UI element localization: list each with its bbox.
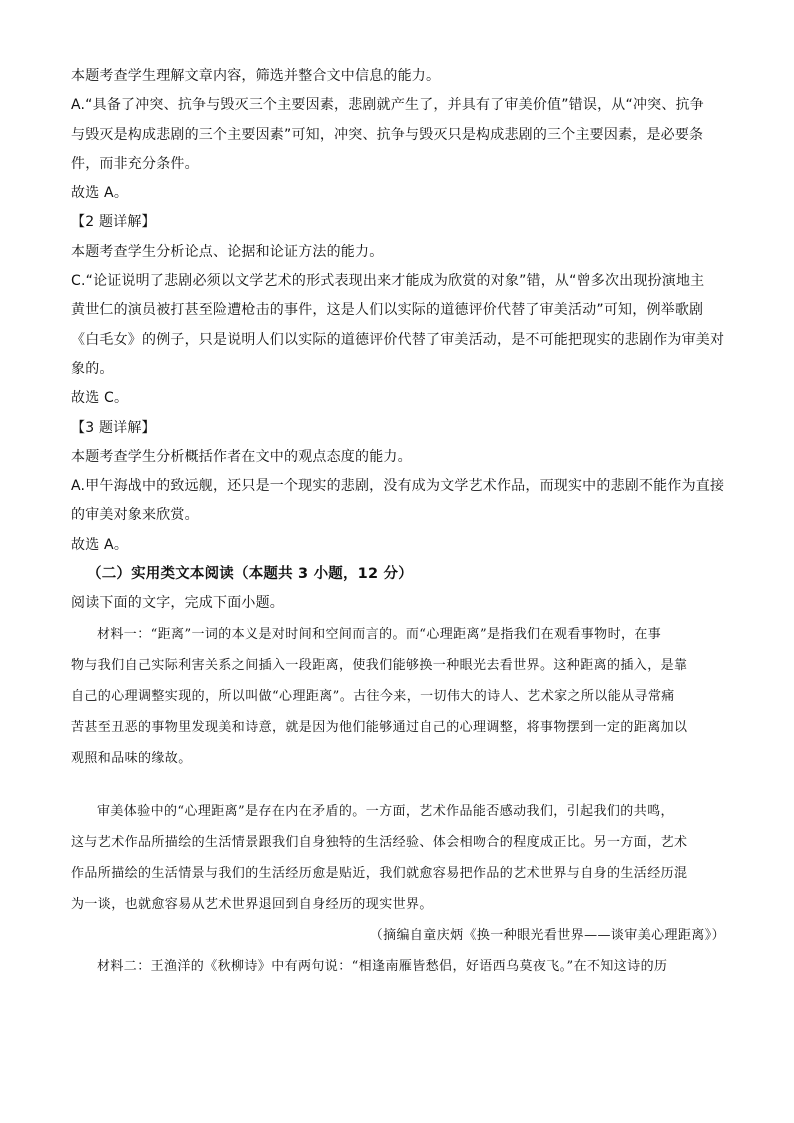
q2-analysis-line: 黄世仁的演员被打甚至险遭枪击的事件，这是人们以实际的道德评价代替了审美活动”可知，例举歌剧	[71, 302, 704, 319]
q3-analysis-line: 的审美对象来欣赏。	[71, 507, 199, 524]
document-content	[71, 62, 725, 982]
q1-analysis-line: A.“具备了冲突、抗争与毁灭三个主要因素，悲剧就产生了，并具有了审美价值”错误，从“冲突、抗争	[71, 97, 704, 114]
q1-ability-text: 本题考查学生理解文章内容，筛选并整合文中信息的能力。	[71, 68, 441, 84]
q3-heading: 【3 题详解】	[71, 419, 156, 436]
q2-analysis-line: 《白毛女》的例子，只是说明人们以实际的道德评价代替了审美活动，是不可能把现实的悲剧作为审美对	[71, 331, 725, 348]
material1-line: 自己的心理调整实现的，所以叫做“心理距离”。古往今来，一切伟大的诗人、艺术家之所以能从寻常痛	[71, 688, 675, 704]
q2-ability-text: 本题考查学生分析论点、论据和论证方法的能力。	[71, 243, 384, 260]
q1-analysis-line: 件，而非充分条件。	[71, 155, 199, 172]
material2-line: 材料二：王渔洋的《秋柳诗》中有两句说：“相逢南雁皆愁侣，好语西乌莫夜飞。”在不知这诗的历	[97, 958, 668, 974]
material1-line: 观照和品味的缘故。	[71, 750, 192, 766]
material1-line: 审美体验中的“心理距离”是存在内在矛盾的。一方面，艺术作品能否感动我们，引起我们的共鸣，	[97, 803, 674, 819]
q3-choice: 故选 A。	[71, 536, 129, 553]
q2-heading: 【2 题详解】	[71, 214, 156, 231]
q2-analysis-line: 象的。	[71, 360, 114, 377]
paragraph-gap	[71, 774, 725, 796]
material1-line: 作品所描绘的生活情景与我们的生活经历愈是贴近，我们就愈容易把作品的艺术世界与自身的生活经历混	[71, 865, 688, 881]
q2-choice: 故选 C。	[71, 390, 129, 407]
material1-line: 为一谈，也就愈容易从艺术世界退回到自身经历的现实世界。	[71, 896, 433, 912]
section-title: （二）实用类文本阅读（本题共 3 小题，12 分）	[87, 566, 413, 583]
material1-line: 物与我们自己实际利害关系之间插入一段距离，使我们能够换一种眼光去看世界。这种距离的插入，是靠	[71, 657, 688, 673]
section-instruction: 阅读下面的文字，完成下面小题。	[71, 595, 284, 612]
q1-choice: 故选 A。	[71, 185, 129, 202]
material1-source: （摘编自童庆炳《换一种眼光看世界——谈审美心理距离》）	[369, 927, 725, 943]
q1-analysis-line: 与毁灭是构成悲剧的三个主要因素”可知，冲突、抗争与毁灭只是构成悲剧的三个主要因素，是必要条	[71, 126, 704, 143]
material1-line: 苦甚至丑恶的事物里发现美和诗意，就是因为他们能够通过自己的心理调整，将事物摆到一定的距离加以	[71, 719, 688, 735]
q3-analysis-line: A.甲午海战中的致远舰，还只是一个现实的悲剧，没有成为文学艺术作品，而现实中的悲剧不能作为直接	[71, 478, 725, 495]
material1-line: 材料一：“距离”一词的本义是对时间和空间而言的。而“心理距离”是指我们在观看事物时，在事	[97, 626, 662, 642]
q2-analysis-line: C.“论证说明了悲剧必须以文学艺术的形式表现出来才能成为欣赏的对象”错，从“曾多次出现扮演地主	[71, 273, 705, 290]
q3-ability-text: 本题考查学生分析概括作者在文中的观点态度的能力。	[71, 448, 412, 465]
material1-line: 这与艺术作品所描绘的生活情景跟我们自身独特的生活经验、体会相吻合的程度成正比。另一方面，艺术	[71, 834, 688, 850]
